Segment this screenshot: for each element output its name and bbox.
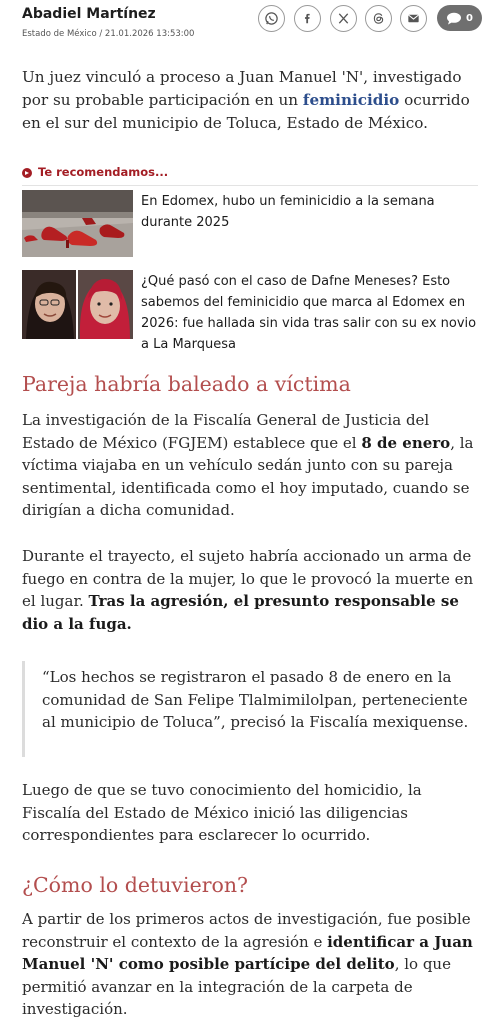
recommended-article-thumbnail[interactable] [22,190,133,257]
two-women-portrait-image [22,270,133,339]
comments-count: 0 [466,12,473,24]
article-lead: Un juez vinculó a proceso a Juan Manuel 'N', investigado por su probable participación en un feminicidio ocurrido en el sur del municipio de Toluca, Estado de México. [22,68,470,132]
recommended-article[interactable] [22,190,478,258]
blockquote [22,661,478,757]
recommended-article-title[interactable]: ¿Qué pasó con el caso de Dafne Meneses? Esto sabemos del feminicidio que marca al Edomex en 2026: fue hallada sin vida tras salir con su ex novio a La Marquesa [141,274,477,352]
article-paragraph: A partir de los primeros actos de investigación, fue posible reconstruir el contexto de la agresión e identificar a Juan Manuel 'N' como posible partícipe del delito, lo que permitió avanzar en la integración de la carpeta de investigación. [22,910,473,1018]
threads-icon [371,11,386,26]
facebook-share-button[interactable] [294,5,321,32]
play-circle-icon [22,168,32,178]
section-heading: ¿Cómo lo detuvieron? [22,873,249,897]
email-share-button[interactable] [400,5,427,32]
section-heading: Pareja habría baleado a víctima [22,372,351,396]
article-paragraph: La investigación de la Fiscalía General de Justicia del Estado de México (FGJEM) establece que el 8 de enero, la víctima viajaba en un vehículo sedán junto con su pareja sentimental, identificada como el hoy imputado, cuando se dirigían a dicha comunidad. [22,411,474,519]
recommended-article-title[interactable]: En Edomex, hubo un feminicidio a la semana durante 2025 [141,194,435,230]
whatsapp-icon [264,11,279,26]
red-shoes-image [22,190,133,257]
email-icon [406,11,421,26]
author-name[interactable]: Abadiel Martínez [22,6,156,22]
article-header [0,0,488,50]
threads-share-button[interactable] [365,5,392,32]
article-paragraph: Luego de que se tuvo conocimiento del homicidio, la Fiscalía del Estado de México inició las diligencias correspondientes para esclarecer lo ocurrido. [22,781,422,844]
facebook-icon [300,11,315,26]
whatsapp-share-button[interactable] [258,5,285,32]
x-icon [336,11,351,26]
recommended-article[interactable] [22,270,478,352]
comments-button[interactable] [437,5,482,31]
article-paragraph: Durante el trayecto, el sujeto habría accionado un arma de fuego en contra de la mujer, lo que le provocó la muerte en el lugar. Tras la agresión, el presunto responsable se dio a la fuga. [22,547,474,633]
dateline: Estado de México / 21.01.2026 13:53:00 [22,29,195,39]
recommendations-header [22,164,478,186]
recommendations-label: Te recomendamos... [38,165,169,179]
quote-text: “Los hechos se registraron el pasado 8 de enero en la comunidad de San Felipe Tlalmimilolpan, perteneciente al municipio de Toluca”, precisó la Fiscalía mexiquense. [42,668,469,731]
recommended-article-thumbnail[interactable] [22,270,133,339]
comment-bubble-icon [446,12,462,25]
x-share-button[interactable] [330,5,357,32]
feminicidio-link[interactable]: feminicidio [302,91,400,109]
